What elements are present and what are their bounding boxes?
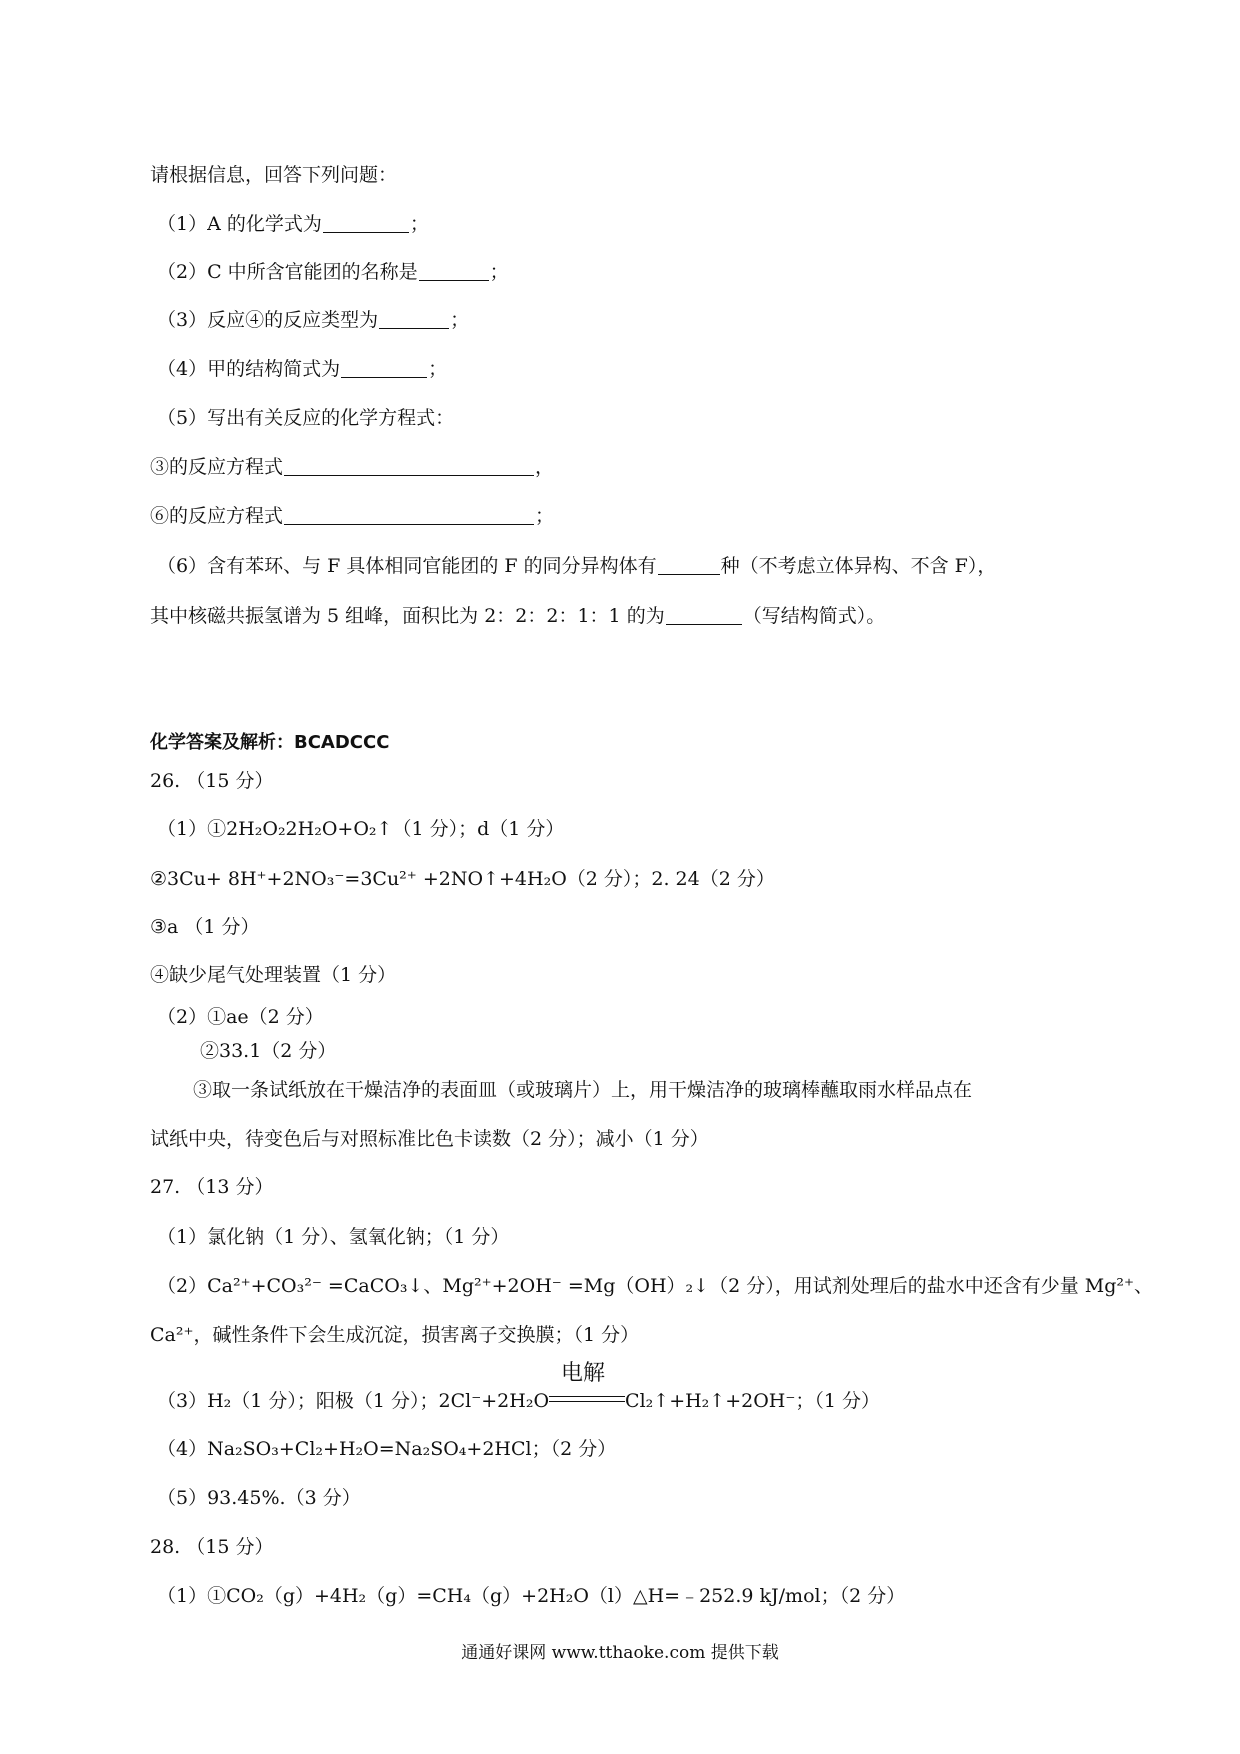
- question-5: （5）写出有关反应的化学方程式：: [157, 407, 455, 429]
- answer-26-part-2: ②3Cu+ 8H⁺+2NO₃⁻=3Cu²⁺ +2NO↑+4H₂O（2 分）；2. 24（2 分）: [150, 868, 775, 890]
- question-intro: 请根据信息，回答下列问题：: [150, 164, 398, 186]
- answer-26-part-6: ②33.1（2 分）: [200, 1040, 337, 1062]
- answer-26-title: 26. （15 分）: [150, 770, 274, 792]
- answer-26-part-5: （2）①ae（2 分）: [157, 1006, 324, 1028]
- electrolysis-condition-arrow: 电解: [549, 1391, 625, 1411]
- answer-27-part-3: Ca²⁺，碱性条件下会生成沉淀，损害离子交换膜；（1 分）: [150, 1324, 640, 1346]
- answer-27-part-1: （1）氯化钠（1 分）、氢氧化钠；（1 分）: [157, 1226, 510, 1248]
- answer-27-part-2: （2）Ca²⁺+CO₃²⁻ =CaCO₃↓、Mg²⁺+2OH⁻ =Mg（OH）₂↓（2 分），用试剂处理后的盐水中还含有少量 Mg²⁺、: [157, 1275, 1154, 1297]
- question-5-reaction-6: ⑥的反应方程式 ；: [150, 505, 555, 527]
- answer-27-title: 27. （13 分）: [150, 1176, 274, 1198]
- answer-26-part-3: ③a （1 分）: [150, 916, 260, 938]
- question-6-continued: 其中核磁共振氢谱为 5 组峰，面积比为 2：2：2：1：1 的为 （写结构简式）。: [150, 605, 886, 627]
- answer-26-part-7: ③取一条试纸放在干燥洁净的表面皿（或玻璃片）上，用干燥洁净的玻璃棒蘸取雨水样品点在: [193, 1079, 973, 1101]
- answers-heading: 化学答案及解析：BCADCCC: [150, 732, 390, 753]
- question-6: （6）含有苯环、与 F 具体相同官能团的 F 的同分异构体有 种（不考虑立体异构、不含 F），: [157, 555, 997, 577]
- question-1: （1）A 的化学式为 ；: [157, 213, 429, 235]
- answer-28-part-1: （1）①CO₂（g）+4H₂（g）=CH₄（g）+2H₂O（l）△H=﹣252.9 kJ/mol；（2 分）: [157, 1585, 906, 1607]
- question-3: （3）反应④的反应类型为 ；: [157, 309, 470, 331]
- answer-27-part-6: （5）93.45%.（3 分）: [157, 1487, 361, 1509]
- question-2: （2）C 中所含官能团的名称是 ；: [157, 261, 509, 283]
- question-5-reaction-3: ③的反应方程式 ，: [150, 456, 555, 478]
- answer-26-part-8: 试纸中央，待变色后与对照标准比色卡读数（2 分）；减小（1 分）: [150, 1128, 709, 1150]
- answer-27-part-4: （3）H₂（1 分）；阳极（1 分）；2Cl⁻+2H₂O 电解 Cl₂↑+H₂↑+2OH⁻；（1 分）: [157, 1361, 881, 1412]
- answer-26-part-4: ④缺少尾气处理装置（1 分）: [150, 964, 397, 986]
- answer-27-part-5: （4）Na₂SO₃+Cl₂+H₂O=Na₂SO₄+2HCl；（2 分）: [157, 1438, 617, 1460]
- page-footer: 通通好课网 www.tthaoke.com 提供下载: [461, 1643, 779, 1663]
- question-4: （4）甲的结构简式为 ；: [157, 358, 448, 380]
- answer-26-part-1: （1）①2H₂O₂2H₂O+O₂↑（1 分）；d（1 分）: [157, 818, 565, 840]
- answer-28-title: 28. （15 分）: [150, 1536, 274, 1558]
